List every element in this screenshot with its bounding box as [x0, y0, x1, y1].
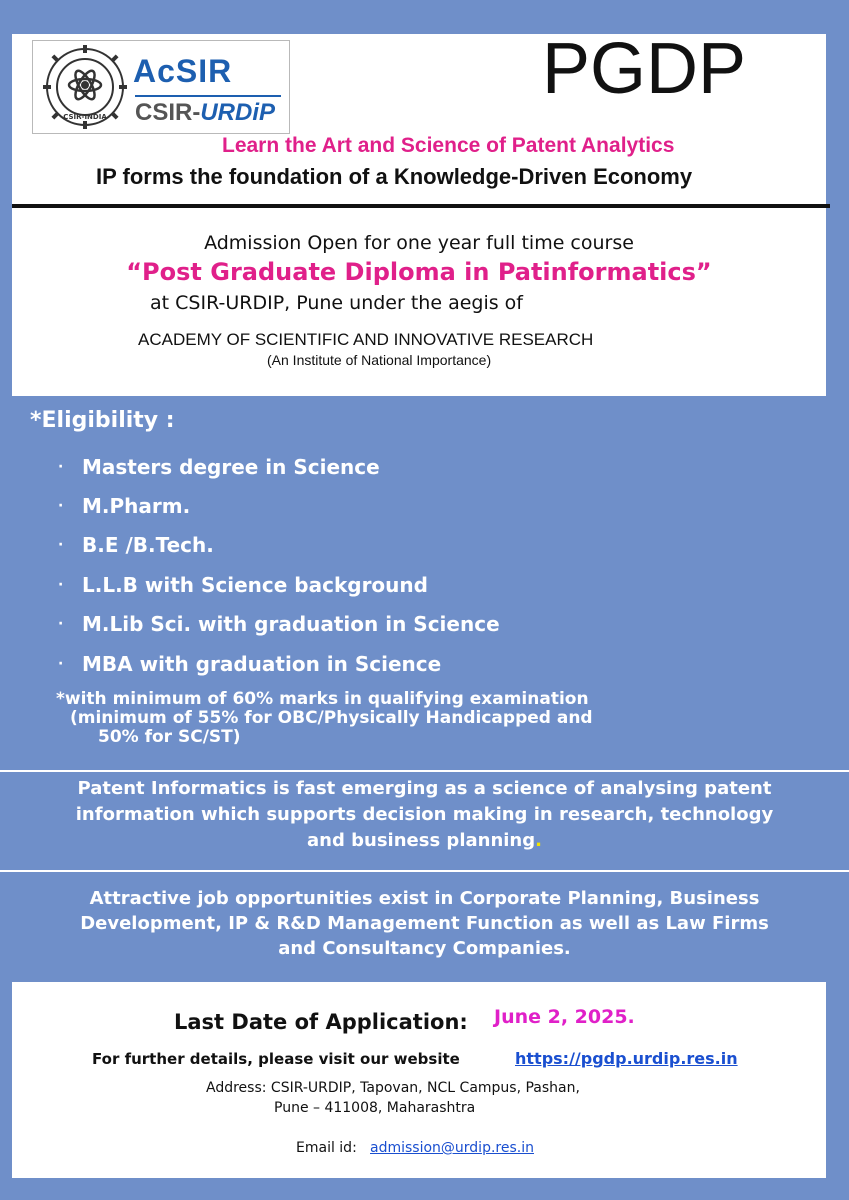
tagline-2: IP forms the foundation of a Knowledge-Driven Economy	[96, 164, 693, 189]
about-end-dot: .	[535, 830, 542, 851]
eligibility-item: M.Lib Sci. with graduation in Science	[82, 612, 500, 637]
eligibility-item: L.L.B with Science background	[82, 572, 428, 597]
header-panel	[12, 29, 826, 396]
note-line-1: *with minimum of 60% marks in qualifying examination	[56, 689, 589, 709]
address-line-1: Address: CSIR-URDIP, Tapovan, NCL Campus, Pashan,	[206, 1080, 580, 1096]
bullet-icon: ·	[58, 616, 64, 633]
acsir-logo	[133, 53, 283, 91]
logo-box	[32, 40, 290, 134]
about-paragraph	[0, 776, 849, 854]
about-line-3: and business planning	[307, 830, 536, 851]
admission-line-3: at CSIR-URDIP, Pune under the aegis of	[150, 292, 523, 314]
eligibility-item: B.E /B.Tech.	[82, 533, 214, 558]
section-divider	[0, 770, 849, 772]
list-item	[30, 605, 820, 644]
acsir-suffix: SIR	[175, 53, 233, 89]
eligibility-title: *Eligibility :	[30, 408, 175, 433]
eligibility-item: M.Pharm.	[82, 494, 191, 519]
admission-line-1: Admission Open for one year full time course	[204, 232, 634, 254]
tagline-1: Learn the Art and Science of Patent Analytics	[222, 134, 675, 157]
about-line-2: information which supports decision making in research, technology	[75, 804, 774, 825]
eligibility-section	[30, 408, 820, 747]
seal-text: CSIR-INDIA	[63, 113, 107, 121]
list-item	[30, 447, 820, 486]
program-code: PGDP	[542, 29, 747, 109]
email-link[interactable]: admission@urdip.res.in	[370, 1140, 534, 1156]
last-date-label: Last Date of Application:	[174, 1010, 468, 1034]
jobs-paragraph	[0, 886, 849, 961]
eligibility-list	[30, 447, 820, 683]
about-line-1: Patent Informatics is fast emerging as a science of analysing patent	[77, 778, 772, 799]
email-label: Email id:	[296, 1140, 357, 1156]
jobs-line-1: Attractive job opportunities exist in Corporate Planning, Business	[89, 888, 760, 909]
urdip-prefix: CSIR-	[135, 99, 201, 126]
eligibility-item: MBA with graduation in Science	[82, 651, 442, 676]
urdip-logo	[135, 99, 275, 127]
eligibility-note	[56, 690, 593, 747]
course-title: “Post Graduate Diploma in Patinformatics”	[126, 258, 712, 286]
bullet-icon: ·	[58, 498, 64, 515]
acsir-prefix: Ac	[133, 53, 176, 89]
jobs-line-2: Development, IP & R&D Management Function as well as Law Firms	[80, 913, 769, 934]
jobs-line-3: and Consultancy Companies.	[278, 938, 571, 959]
bullet-icon: ·	[58, 458, 64, 475]
bullet-icon: ·	[58, 655, 64, 672]
logo-divider	[135, 95, 281, 97]
eligibility-item: Masters degree in Science	[82, 454, 380, 479]
website-link[interactable]: https://pgdp.urdip.res.in	[515, 1049, 738, 1068]
academy-note: (An Institute of National Importance)	[267, 352, 492, 368]
academy-name: ACADEMY OF SCIENTIFIC AND INNOVATIVE RESEARCH	[138, 330, 594, 349]
list-item	[30, 565, 820, 604]
csir-seal-logo	[37, 43, 133, 133]
urdip-suffix: URDiP	[200, 99, 276, 126]
bullet-icon: ·	[58, 537, 64, 554]
section-divider	[0, 870, 849, 872]
bullet-icon: ·	[58, 576, 64, 593]
footer-panel	[12, 982, 826, 1178]
note-line-2: (minimum of 55% for OBC/Physically Handicapped and	[70, 708, 593, 728]
note-line-3: 50% for SC/ST)	[98, 727, 241, 747]
address-line-2: Pune – 411008, Maharashtra	[274, 1100, 476, 1116]
last-date-value: June 2, 2025.	[494, 1006, 635, 1028]
details-text: For further details, please visit our website	[92, 1050, 460, 1068]
list-item	[30, 526, 820, 565]
header-rule	[12, 204, 830, 208]
list-item	[30, 486, 820, 525]
list-item	[30, 644, 820, 683]
